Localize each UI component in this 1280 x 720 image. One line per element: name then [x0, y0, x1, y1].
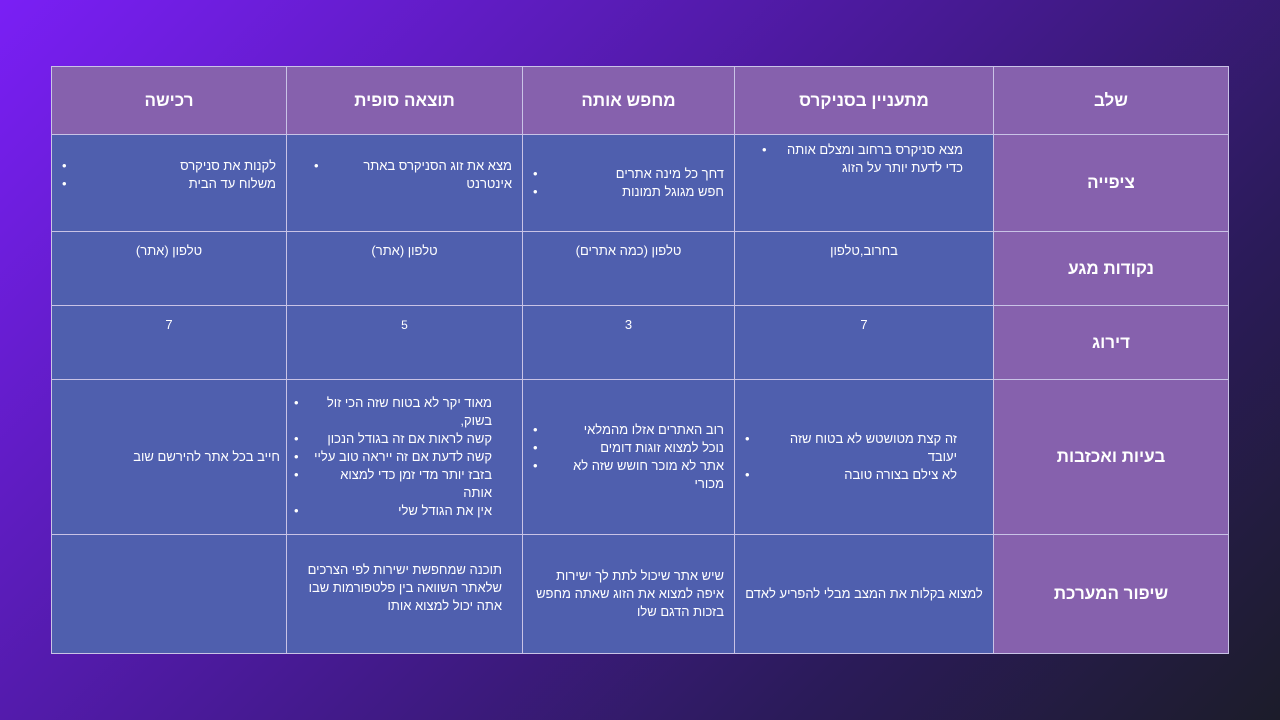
rating-value: 3 [624, 317, 633, 332]
cell-rating-purchase [52, 306, 287, 380]
cell-improvement-interested [735, 535, 994, 654]
list-item: • מצא סניקרס ברחוב ומצלם אותה כדי לדעת יותר על הזוג [780, 141, 963, 177]
row-label-improvement: שיפור המערכת [994, 535, 1229, 654]
cell-text: חייב בכל אתר להירשם שוב [133, 449, 280, 464]
list-item: • חפש מגוגל תמונות [551, 183, 724, 201]
header-searching: מחפש אותה [523, 67, 735, 135]
list-item: • אתר לא מוכר חושש שזה לא מכורי [551, 457, 724, 493]
cell-problems-searching [523, 380, 735, 535]
header-interested: מתעניין בסניקרס [735, 67, 994, 135]
list-item: • משלוח עד הבית [80, 175, 276, 193]
header-stage: שלב [994, 67, 1229, 135]
header-row [52, 67, 1229, 135]
list-item: • לא צילם בצורה טובה [763, 466, 957, 484]
list-item: • לקנות את סניקרס [80, 157, 276, 175]
row-label-touchpoints: נקודות מגע [994, 232, 1229, 306]
row-touchpoints [52, 232, 1229, 306]
cell-problems-purchase [52, 380, 287, 535]
list-item: • נוכל למצוא זוגות דומים [551, 439, 724, 457]
cell-touchpoints-final [287, 232, 523, 306]
cell-touchpoints-interested [735, 232, 994, 306]
rating-value: 7 [165, 317, 173, 332]
cell-rating-searching [523, 306, 735, 380]
cell-expectation-searching [523, 135, 735, 232]
cell-problems-final [287, 380, 523, 535]
list-item: • קשה לראות אם זה בגודל הנכון [312, 430, 492, 448]
list-item: • דחך כל מינה אתרים [551, 165, 724, 183]
rating-value: 7 [860, 317, 868, 332]
list-item: • אין את הגודל שלי [312, 502, 492, 520]
cell-text: טלפון (אתר) [135, 243, 203, 258]
header-purchase: רכישה [52, 67, 287, 135]
cell-improvement-final [287, 535, 523, 654]
cell-rating-interested [735, 306, 994, 380]
list-item: • מאוד יקר לא בטוח שזה הכי זול בשוק, [312, 394, 492, 430]
cell-text: טלפון (אתר) [371, 243, 438, 258]
row-label-rating: דירוג [994, 306, 1229, 380]
row-expectation [52, 135, 1229, 232]
list-item: • רוב האתרים אזלו מהמלאי [551, 421, 724, 439]
cell-rating-final [287, 306, 523, 380]
list-item: • מצא את זוג הסניקרס באתר אינטרנט [332, 157, 512, 193]
list-item: • קשה לדעת אם זה ייראה טוב עליי [312, 448, 492, 466]
cell-text: טלפון (כמה אתרים) [575, 243, 682, 258]
cell-touchpoints-purchase [52, 232, 287, 306]
customer-journey-table [51, 66, 1229, 654]
cell-text: למצוא בקלות את המצב מבלי להפריע לאדם [745, 586, 983, 601]
cell-problems-interested [735, 380, 994, 535]
row-improvement [52, 535, 1229, 654]
row-problems [52, 380, 1229, 535]
row-label-expectation: ציפייה [994, 135, 1229, 232]
cell-expectation-purchase [52, 135, 287, 232]
cell-improvement-searching [523, 535, 735, 654]
row-label-problems: בעיות ואכזבות [994, 380, 1229, 535]
cell-text: תוכנה שמחפשת ישירות לפי הצרכים שלאתר השוואה בין פלטפורמות שבו אתה יכול למצוא אותו [307, 562, 502, 613]
row-rating [52, 306, 1229, 380]
cell-expectation-final [287, 135, 523, 232]
cell-expectation-interested [735, 135, 994, 232]
header-final-result: תוצאה סופית [287, 67, 523, 135]
list-item: • זה קצת מטושטש לא בטוח שזה יעובד [763, 430, 957, 466]
rating-value: 5 [401, 317, 408, 332]
cell-improvement-purchase [52, 535, 287, 654]
cell-text: בחרוב,טלפון [830, 243, 898, 258]
cell-touchpoints-searching [523, 232, 735, 306]
list-item: • בזבז יותר מדי זמן כדי למצוא אותה [312, 466, 492, 502]
cell-text: שיש אתר שיכול לתת לך ישירות איפה למצוא את הזוג שאתה מחפש בזכות הדגם שלו [536, 568, 724, 619]
